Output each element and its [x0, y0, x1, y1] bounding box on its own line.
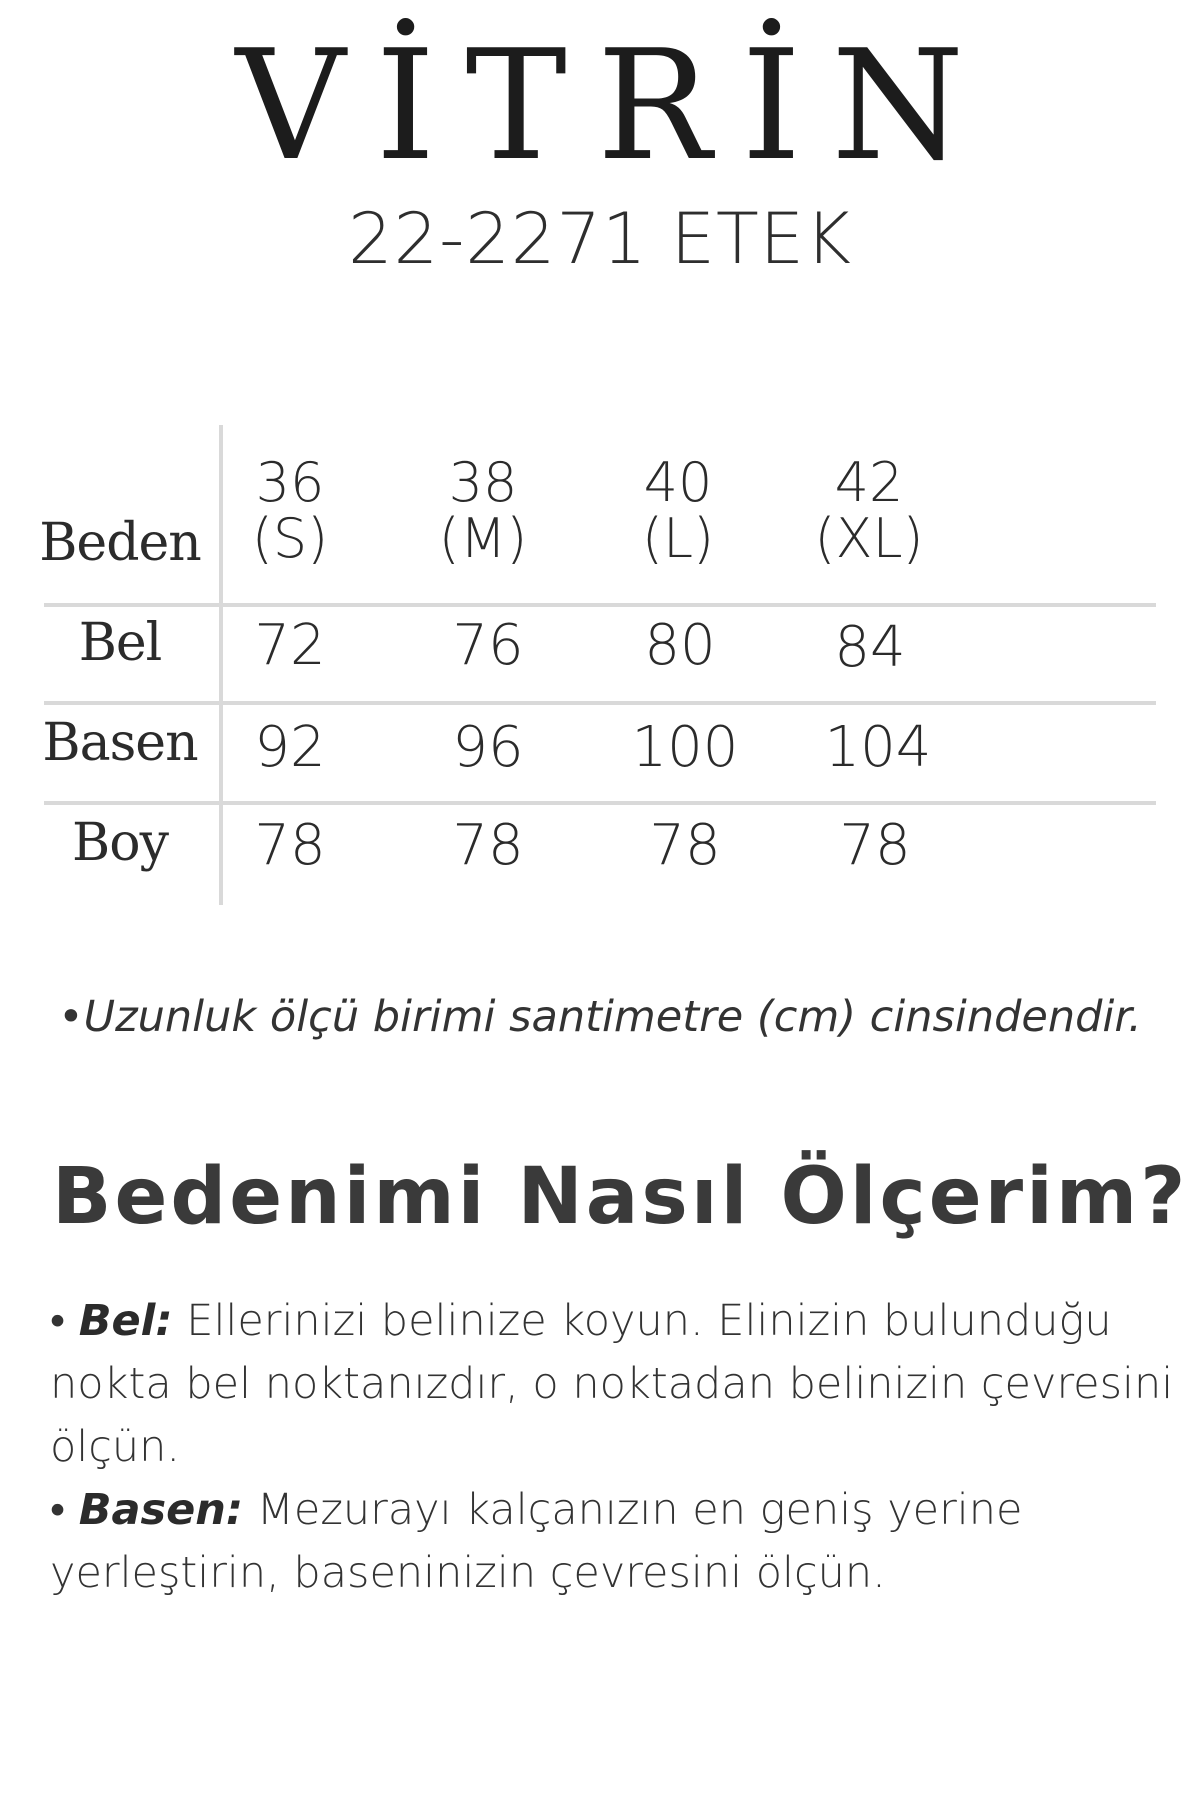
table-cell: 84 — [834, 615, 906, 680]
size-letter: (L) — [641, 507, 715, 570]
size-letter: (S) — [251, 507, 329, 570]
bullet: • — [50, 1296, 79, 1346]
size-number: 42 — [834, 451, 904, 514]
size-letter: (XL) — [814, 507, 924, 570]
table-cell: 76 — [452, 613, 524, 678]
instruction-text: Mezurayı kalçanızın en geniş yerine yerleştirin, baseninizin çevresini ölçün. — [50, 1485, 1023, 1598]
instruction-text: Ellerinizi belinize koyun. Elinizin bulunduğu nokta bel noktanızdır, o noktadan belinizin çevresini ölçün. — [50, 1296, 1174, 1472]
product-title: 22-2271 ETEK — [348, 198, 852, 280]
size-number: 38 — [448, 451, 518, 514]
table-divider — [44, 701, 1156, 705]
table-cell: 78 — [649, 813, 721, 878]
measurement-instructions — [50, 1290, 1180, 1605]
table-divider — [44, 603, 1156, 607]
unit-note: •Uzunluk ölçü birimi santimetre (cm) cinsindendir. — [58, 992, 1142, 1042]
size-number: 40 — [643, 451, 713, 514]
instruction-bel — [50, 1290, 1180, 1479]
how-to-measure-title: Bedenimi Nasıl Ölçerim? — [52, 1152, 1189, 1242]
table-cell: 72 — [254, 613, 326, 678]
table-divider — [44, 801, 1156, 805]
table-cell: 78 — [254, 813, 326, 878]
table-cell: 78 — [839, 813, 911, 878]
table-cell: 100 — [631, 715, 739, 780]
row-label-basen: Basen — [42, 713, 198, 773]
row-label-boy: Boy — [72, 813, 168, 873]
table-cell: 92 — [254, 715, 326, 780]
size-table — [0, 425, 1200, 905]
table-cell: 80 — [644, 613, 716, 678]
table-cell: 96 — [452, 715, 524, 780]
row-label-bel: Bel — [78, 613, 162, 673]
size-header — [774, 451, 964, 570]
instruction-term: Basen: — [78, 1485, 244, 1535]
size-number: 36 — [255, 451, 325, 514]
instruction-term: Bel: — [78, 1296, 173, 1346]
size-header — [195, 451, 385, 570]
size-header — [583, 451, 773, 570]
bullet: • — [50, 1485, 79, 1535]
instruction-basen — [50, 1479, 1180, 1605]
brand-logo: VİTRİN — [235, 17, 995, 194]
size-letter: (M) — [438, 507, 528, 570]
table-cell: 104 — [824, 715, 932, 780]
table-header-label: Beden — [39, 513, 201, 573]
size-header — [388, 451, 578, 570]
table-cell: 78 — [452, 813, 524, 878]
